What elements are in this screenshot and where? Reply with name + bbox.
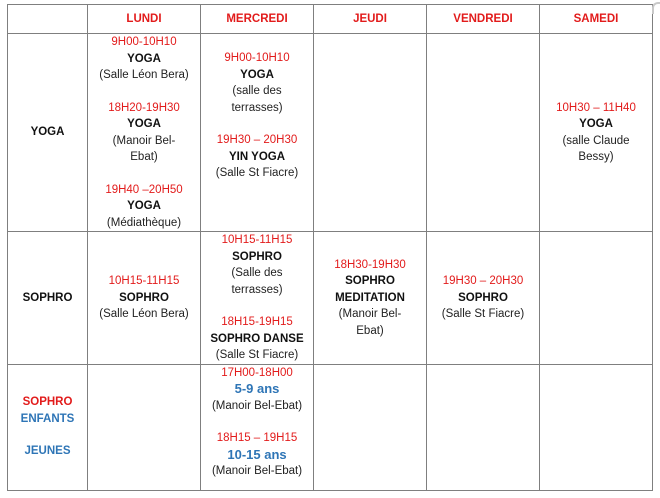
row-label-enfants-line3: JEUNES bbox=[24, 445, 71, 458]
yoga-samedi-cell bbox=[540, 34, 653, 232]
yoga-lundi-slot-3 bbox=[88, 182, 200, 232]
yoga-mercredi-cell bbox=[201, 34, 314, 232]
slot-place: (Salle St Fiacre) bbox=[215, 167, 299, 179]
slot-place: (Manoir Bel- bbox=[338, 308, 402, 320]
sophro-mercredi-cell bbox=[201, 232, 314, 365]
sophro-jeudi-slot-1 bbox=[314, 257, 426, 340]
slot-time: 18H15-19H15 bbox=[221, 316, 293, 328]
header-row bbox=[8, 5, 653, 34]
sophro-mercredi-slot-1 bbox=[201, 232, 313, 298]
slot-activity: YOGA bbox=[579, 118, 613, 130]
slot-place: (Salle St Fiacre) bbox=[441, 308, 525, 320]
slot-place: (Manoir Bel- bbox=[112, 134, 176, 147]
slot-place: (Salle des bbox=[231, 267, 283, 279]
slot-time: 18H15 – 19H15 bbox=[216, 432, 298, 444]
yoga-vendredi-cell bbox=[427, 34, 540, 232]
enfants-mercredi-slot-1 bbox=[201, 365, 313, 415]
yoga-mercredi-slot-2 bbox=[201, 132, 313, 182]
enfants-samedi-cell bbox=[540, 364, 653, 490]
slot-activity: YOGA bbox=[127, 52, 161, 65]
row-label-enfants-line1: SOPHRO bbox=[22, 396, 73, 409]
sophro-samedi-cell bbox=[540, 232, 653, 365]
day-header-vendredi: VENDREDI bbox=[427, 5, 540, 34]
enfants-jeudi-cell bbox=[314, 364, 427, 490]
sophro-jeudi-cell bbox=[314, 232, 427, 365]
enfants-lundi-cell bbox=[88, 364, 201, 490]
schedule-table bbox=[7, 4, 653, 491]
slot-place: (salle des bbox=[232, 85, 282, 97]
corner-decoration bbox=[652, 2, 660, 14]
yoga-samedi-slot-1 bbox=[540, 100, 652, 166]
row-label-sophro: SOPHRO bbox=[8, 232, 88, 365]
yoga-lundi-slot-2 bbox=[88, 100, 200, 166]
yoga-mercredi-slot-1 bbox=[201, 50, 313, 116]
slot-place: (salle Claude bbox=[562, 134, 630, 147]
slot-time: 18H30-19H30 bbox=[334, 258, 406, 271]
enfants-mercredi-slot-2 bbox=[201, 430, 313, 480]
slot-time: 10H15-11H15 bbox=[221, 234, 293, 246]
slot-place: terrasses) bbox=[231, 101, 283, 114]
sophro-mercredi-slot-2 bbox=[201, 314, 313, 364]
slot-age-group: 5-9 ans bbox=[234, 381, 280, 396]
slot-activity: YOGA bbox=[127, 200, 161, 212]
slot-activity: MEDITATION bbox=[335, 291, 405, 304]
slot-time: 9H00-10H10 bbox=[111, 36, 177, 48]
yoga-jeudi-cell bbox=[314, 34, 427, 232]
slot-place: Ebat) bbox=[356, 324, 384, 337]
slot-time: 10H30 – 11H40 bbox=[556, 101, 636, 114]
slot-time: 19H30 – 20H30 bbox=[216, 134, 298, 146]
slot-activity: YOGA bbox=[240, 68, 274, 81]
enfants-mercredi-cell bbox=[201, 364, 314, 490]
sophro-row bbox=[8, 232, 653, 365]
slot-age-group: 10-15 ans bbox=[227, 446, 287, 462]
corner-cell bbox=[8, 5, 88, 34]
slot-activity: SOPHRO bbox=[119, 291, 169, 304]
day-header-samedi: SAMEDI bbox=[540, 5, 653, 34]
sophro-vendredi-cell bbox=[427, 232, 540, 365]
enfants-row bbox=[8, 364, 653, 490]
slot-place: (Salle Léon Bera) bbox=[99, 308, 189, 320]
slot-place: (Salle St Fiacre) bbox=[215, 349, 299, 361]
slot-place: (Manoir Bel-Ebat) bbox=[211, 465, 303, 477]
slot-time: 17H00-18H00 bbox=[221, 366, 293, 379]
slot-activity: SOPHRO bbox=[232, 250, 282, 263]
row-label-enfants-line2: ENFANTS bbox=[20, 412, 75, 425]
yoga-lundi-cell bbox=[88, 34, 201, 232]
sophro-lundi-slot-1 bbox=[88, 273, 200, 323]
yoga-lundi-slot-1 bbox=[88, 34, 200, 84]
slot-activity: SOPHRO DANSE bbox=[210, 332, 304, 345]
slot-place: (Salle Léon Bera) bbox=[99, 69, 189, 81]
sophro-lundi-cell bbox=[88, 232, 201, 365]
slot-activity: SOPHRO bbox=[345, 275, 395, 287]
slot-place: (Manoir Bel-Ebat) bbox=[211, 399, 303, 412]
slot-time: 18H20-19H30 bbox=[108, 101, 180, 114]
slot-place: terrasses) bbox=[231, 283, 283, 296]
slot-place: Ebat) bbox=[130, 151, 158, 163]
row-label-yoga: YOGA bbox=[8, 34, 88, 232]
slot-place: (Médiathèque) bbox=[106, 216, 182, 229]
slot-activity: YIN YOGA bbox=[228, 150, 286, 163]
yoga-row bbox=[8, 34, 653, 232]
slot-time: 19H40 –20H50 bbox=[105, 183, 183, 196]
slot-activity: YOGA bbox=[127, 118, 161, 130]
enfants-vendredi-cell bbox=[427, 364, 540, 490]
slot-time: 10H15-11H15 bbox=[108, 275, 180, 287]
slot-place: Bessy) bbox=[578, 151, 614, 163]
day-header-lundi: LUNDI bbox=[88, 5, 201, 34]
slot-time: 19H30 – 20H30 bbox=[442, 275, 524, 287]
day-header-jeudi: JEUDI bbox=[314, 5, 427, 34]
row-label-enfants bbox=[8, 364, 88, 490]
sophro-vendredi-slot-1 bbox=[427, 273, 539, 323]
slot-activity: SOPHRO bbox=[458, 291, 508, 304]
slot-time: 9H00-10H10 bbox=[224, 52, 290, 64]
day-header-mercredi: MERCREDI bbox=[201, 5, 314, 34]
